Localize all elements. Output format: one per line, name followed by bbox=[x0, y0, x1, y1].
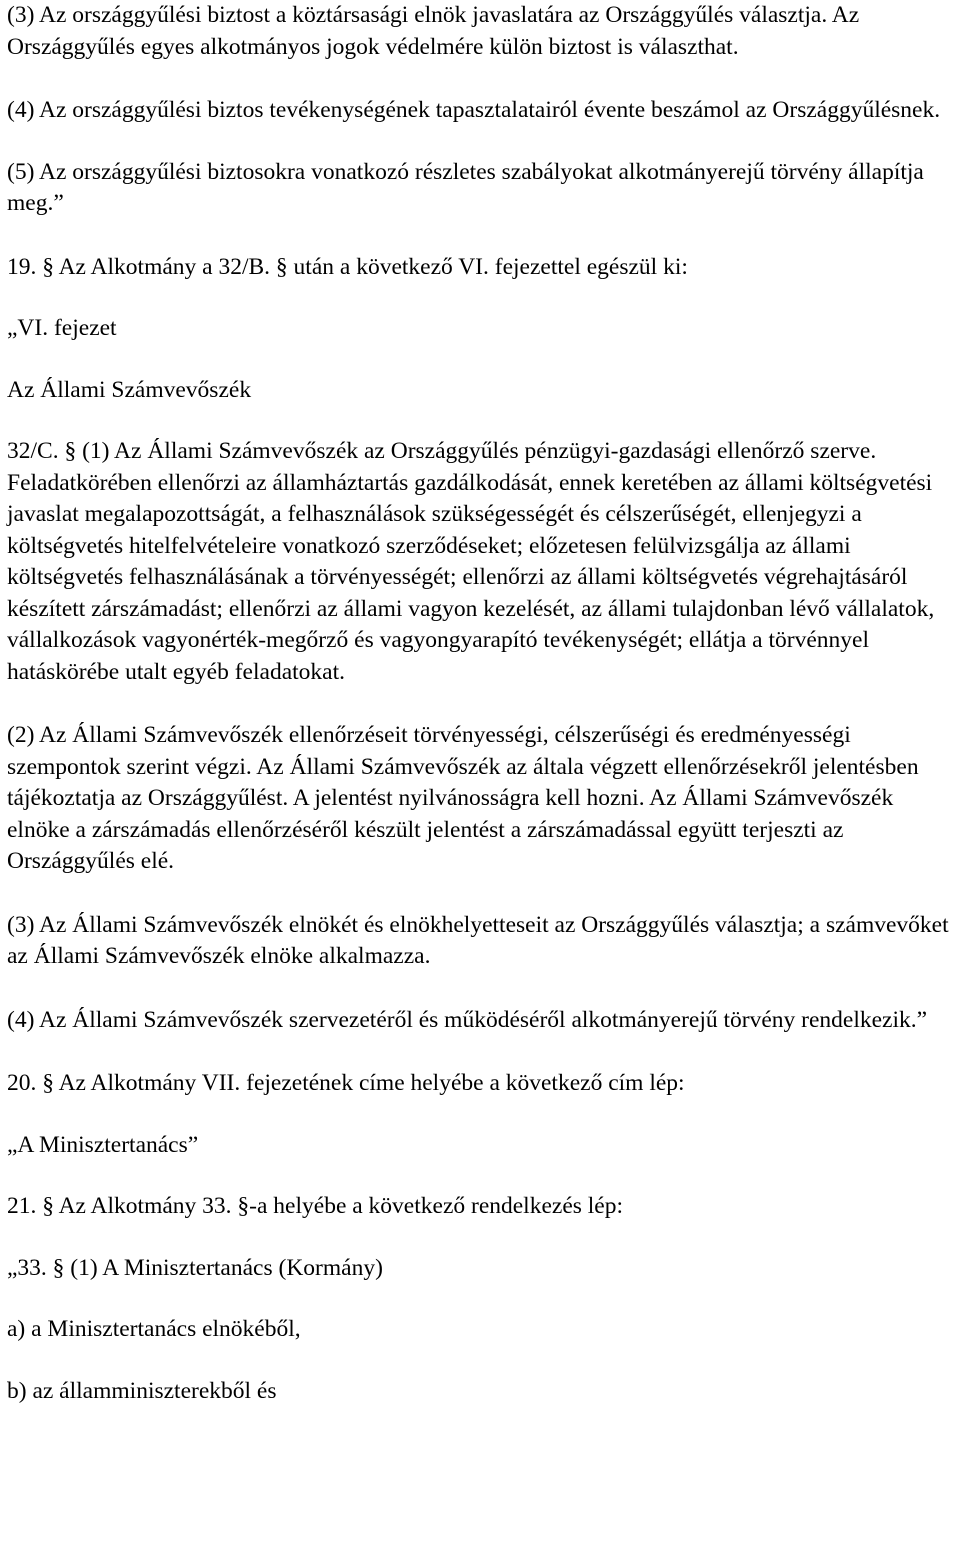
section-32c-1: 32/C. § (1) Az Állami Számvevőszék az Országgyűlés pénzügyi-gazdasági ellenőrző szerve. Feladatkörében ellenőrzi az államháztartás gazdálkodását, ennek keretében az állami költségvetési javaslat megalapozottságát, a felhasználások szükségességét és célszerűségét, ellenjegyzi a költségvetés hitelfelvételeire vonatkozó szerződéseket; előzetesen felülvizsgálja az állami költségvetés felhasználásának a törvényességét; ellenőrzi az állami költségvetés végrehajtásáról készített zárszámadást; ellenőrzi az állami vagyon kezelését, az állami tulajdonban lévő vállalatok, vállalkozások vagyonérték-megőrző és vagyongyarapító tevékenységét; ellátja a törvénnyel hatáskörébe utalt egyéb feladatokat. bbox=[7, 438, 935, 685]
chapter-title: Az Állami Számvevőszék bbox=[7, 376, 252, 403]
document-page bbox=[7, 0, 955, 1407]
paragraph-4: (4) Az országgyűlési biztos tevékenységének tapasztalatairól évente beszámol az Országgyűlésnek. bbox=[7, 97, 941, 123]
list-item-b: b) az államminiszterekből és bbox=[7, 1377, 277, 1404]
section-32c-4: (4) Az Állami Számvevőszék szervezetéről és működéséről alkotmányerejű törvény rendelkezik.” bbox=[7, 1006, 928, 1033]
list-item-a: a) a Minisztertanács elnökéből, bbox=[7, 1316, 301, 1342]
section-33-1: „33. § (1) A Minisztertanács (Kormány) bbox=[7, 1254, 383, 1281]
quoted-title: „A Minisztertanács” bbox=[7, 1131, 199, 1158]
paragraph-3: (3) Az országgyűlési biztost a köztársasági elnök javaslatára az Országgyűlés választja. Az Országgyűlés egyes alkotmányos jogok védelmére külön biztost is választhat. bbox=[7, 2, 860, 60]
section-20: 20. § Az Alkotmány VII. fejezetének címe helyébe a következő cím lép: bbox=[7, 1070, 685, 1096]
chapter-heading: „VI. fejezet bbox=[7, 315, 117, 341]
section-32c-2: (2) Az Állami Számvevőszék ellenőrzéseit törvényességi, célszerűségi és eredményességi szempontok szerint végzi. Az Állami Számvevőszék az általa végzett ellenőrzésekről jelentésben tájékoztatja az Országgyűlést. A jelentést nyilvánosságra kell hozni. Az Állami Számvevőszék elnöke a zárszámadás ellenőrzéséről készült jelentést a zárszámadással együtt terjeszti az Országgyűlés elé. bbox=[7, 722, 919, 874]
section-21: 21. § Az Alkotmány 33. §-a helyébe a következő rendelkezés lép: bbox=[7, 1193, 624, 1219]
section-32c-3: (3) Az Állami Számvevőszék elnökét és elnökhelyetteseit az Országgyűlés választja; a számvevőket az Állami Számvevőszék elnöke alkalmazza. bbox=[7, 911, 949, 969]
section-19: 19. § Az Alkotmány a 32/B. § után a következő VI. fejezettel egészül ki: bbox=[7, 253, 688, 280]
paragraph-5: (5) Az országgyűlési biztosokra vonatkozó részletes szabályokat alkotmányerejű törvény állapítja meg.” bbox=[7, 158, 924, 216]
